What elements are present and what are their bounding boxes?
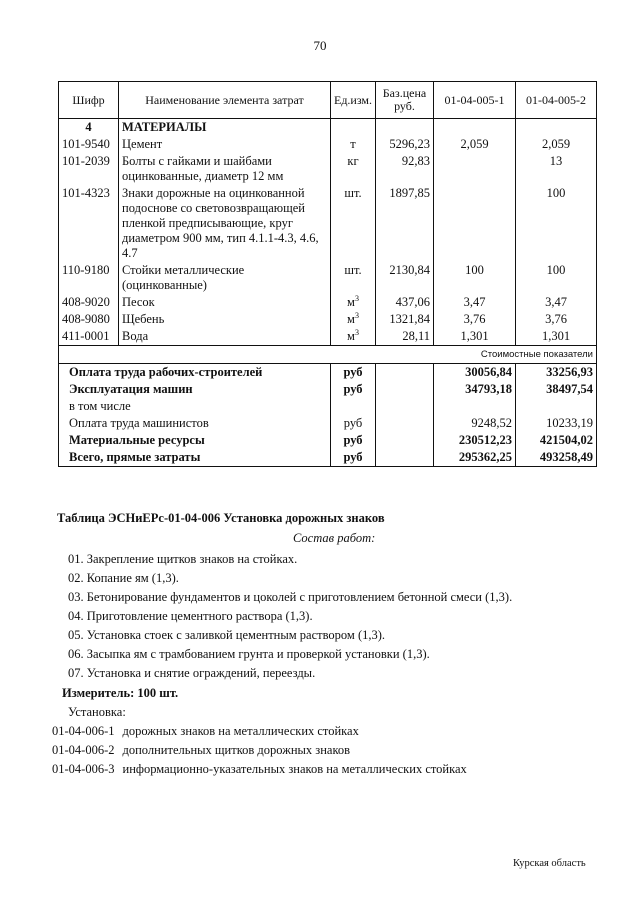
row-value-2: 2,059: [516, 136, 597, 153]
meter-label: Измеритель: 100 шт.: [62, 686, 179, 700]
row-unit: шт.: [331, 262, 376, 294]
summary-value-2: 493258,49: [516, 449, 597, 467]
row-code: 110-9180: [59, 262, 119, 294]
summary-value-2: 10233,19: [516, 415, 597, 432]
table-row: [59, 136, 597, 153]
row-value-2: 13: [516, 153, 597, 185]
row-value-1: 2,059: [434, 136, 516, 153]
row-value-1: 3,76: [434, 311, 516, 328]
section-code: 4: [59, 119, 119, 137]
table-row: [59, 262, 597, 294]
row-price: 28,11: [376, 328, 434, 346]
summary-name: Материальные ресурсы: [59, 432, 331, 449]
summary-row: [59, 415, 597, 432]
install-text: информационно-указательных знаков на металлических стойках: [122, 762, 467, 776]
row-value-2: 3,47: [516, 294, 597, 311]
row-value-2: 100: [516, 185, 597, 262]
row-code: 101-2039: [59, 153, 119, 185]
row-price: 2130,84: [376, 262, 434, 294]
install-text: дополнительных щитков дорожных знаков: [122, 743, 351, 757]
table-header-row: [59, 82, 597, 119]
summary-value-2: 421504,02: [516, 432, 597, 449]
summary-row: [59, 364, 597, 382]
table-title: Таблица ЭСНиЕРс-01-04-006 Установка дорожных знаков: [57, 511, 385, 525]
row-name: Песок: [119, 294, 331, 311]
row-value-2: 100: [516, 262, 597, 294]
install-item: [52, 743, 350, 758]
row-value-1: [434, 185, 516, 262]
table-row: [59, 311, 597, 328]
row-value-2: 1,301: [516, 328, 597, 346]
row-name: Цемент: [119, 136, 331, 153]
summary-row: [59, 432, 597, 449]
summary-value-1: 9248,52: [434, 415, 516, 432]
summary-row: [59, 398, 597, 415]
page-number: 70: [313, 38, 327, 53]
summary-name: в том числе: [59, 398, 331, 415]
install-code: 01-04-006-2: [52, 743, 115, 757]
summary-unit: руб: [331, 381, 376, 398]
section-title: МАТЕРИАЛЫ: [119, 119, 331, 137]
summary-unit: руб: [331, 415, 376, 432]
table-row: [59, 153, 597, 185]
work-item: 07. Установка и снятие ограждений, переезды.: [68, 666, 316, 680]
row-code: 408-9020: [59, 294, 119, 311]
row-unit: $м^3$: [331, 311, 376, 328]
row-name: Знаки дорожные на оцинкованной подоснове со световозвращающей пленкой предписывающие, круг диаметром 900 мм, тип 4.1.1-4.3, 4.6, 4.7: [119, 185, 331, 262]
row-unit: т: [331, 136, 376, 153]
row-name: Вода: [119, 328, 331, 346]
row-value-1: 1,301: [434, 328, 516, 346]
row-code: 411-0001: [59, 328, 119, 346]
install-code: 01-04-006-1: [52, 724, 115, 738]
row-price: 437,06: [376, 294, 434, 311]
row-code: 408-9080: [59, 311, 119, 328]
row-name: Стойки металлические (оцинкованные): [119, 262, 331, 294]
install-label: Установка:: [68, 705, 126, 719]
header-name: Наименование элемента затрат: [119, 82, 331, 119]
header-code: Шифр: [59, 82, 119, 119]
summary-name: Эксплуатация машин: [59, 381, 331, 398]
summary-value-1: 295362,25: [434, 449, 516, 467]
summary-value-2: 38497,54: [516, 381, 597, 398]
row-code: 101-4323: [59, 185, 119, 262]
row-unit: шт.: [331, 185, 376, 262]
row-price: 1321,84: [376, 311, 434, 328]
work-item: 05. Установка стоек с заливкой цементным раствором (1,3).: [68, 628, 386, 642]
work-item: 03. Бетонирование фундаментов и цоколей с приготовлением бетонной смеси (1,3).: [68, 590, 513, 604]
row-value-1: [434, 153, 516, 185]
summary-name: Оплата труда рабочих-строителей: [59, 364, 331, 382]
header-unit: Ед.изм.: [331, 82, 376, 119]
summary-value-2: 33256,93: [516, 364, 597, 382]
install-text: дорожных знаков на металлических стойках: [122, 724, 359, 738]
row-price: 1897,85: [376, 185, 434, 262]
work-item: 01. Закрепление щитков знаков на стойках.: [68, 552, 298, 566]
install-item: [52, 762, 467, 777]
summary-value-1: 34793,18: [434, 381, 516, 398]
row-name: Болты с гайками и шайбами оцинкованные, диаметр 12 мм: [119, 153, 331, 185]
summary-row: [59, 381, 597, 398]
row-value-1: 3,47: [434, 294, 516, 311]
summary-name: Оплата труда машинистов: [59, 415, 331, 432]
header-price: Баз.цена руб.: [376, 82, 434, 119]
row-code: 101-9540: [59, 136, 119, 153]
row-unit: $м^3$: [331, 294, 376, 311]
install-code: 01-04-006-3: [52, 762, 115, 776]
summary-unit: руб: [331, 364, 376, 382]
work-composition-label: Состав работ:: [293, 531, 376, 545]
table-row: [59, 294, 597, 311]
resources-table: [58, 81, 597, 467]
row-price: 5296,23: [376, 136, 434, 153]
row-price: 92,83: [376, 153, 434, 185]
summary-value-1: 230512,23: [434, 432, 516, 449]
row-value-2: 3,76: [516, 311, 597, 328]
install-item: [52, 724, 359, 739]
summary-name: Всего, прямые затраты: [59, 449, 331, 467]
cost-header-row: [59, 346, 597, 364]
row-value-1: 100: [434, 262, 516, 294]
section-row: [59, 119, 597, 137]
work-item: 04. Приготовление цементного раствора (1,3).: [68, 609, 313, 623]
table-row: [59, 328, 597, 346]
summary-value-1: 30056,84: [434, 364, 516, 382]
summary-row: [59, 449, 597, 467]
summary-unit: руб: [331, 432, 376, 449]
summary-unit: руб: [331, 449, 376, 467]
table-row: [59, 185, 597, 262]
row-unit: $м^3$: [331, 328, 376, 346]
work-item: 06. Засыпка ям с трамбованием грунта и проверкой установки (1,3).: [68, 647, 430, 661]
work-item: 02. Копание ям (1,3).: [68, 571, 179, 585]
header-col-1: 01-04-005-1: [434, 82, 516, 119]
cost-header: Стоимостные показатели: [59, 346, 597, 364]
footer-region: Курская область: [513, 858, 586, 869]
header-col-2: 01-04-005-2: [516, 82, 597, 119]
row-unit: кг: [331, 153, 376, 185]
row-name: Щебень: [119, 311, 331, 328]
